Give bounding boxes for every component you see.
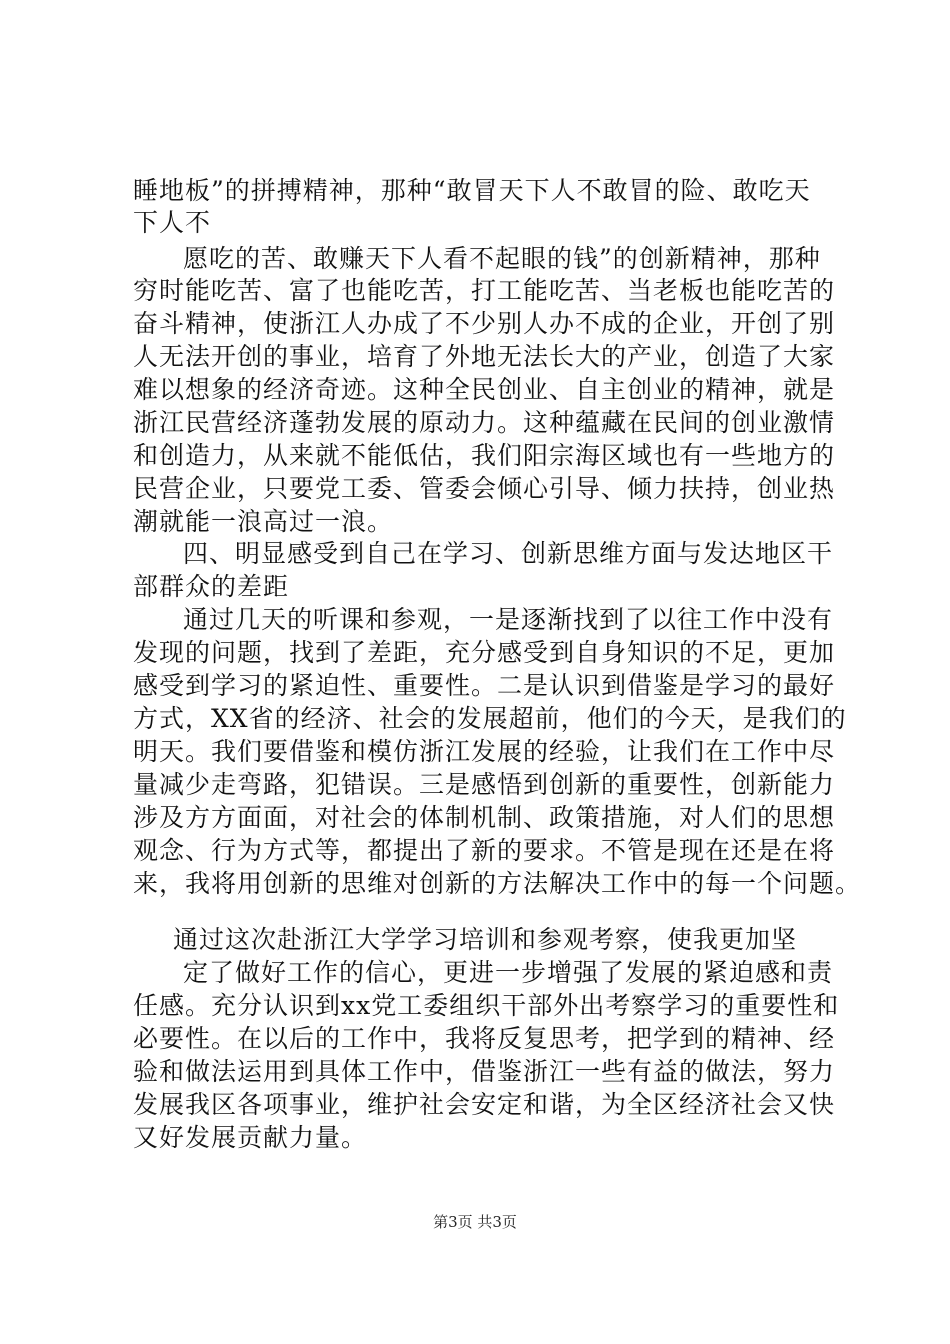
text-line: 发现的问题，找到了差距，充分感受到自身知识的不足，更加 (133, 638, 836, 667)
text-line: 必要性。在以后的工作中，我将反复思考，把学到的精神、经 (133, 1024, 836, 1053)
text-line: 量减少走弯路，犯错误。三是感悟到创新的重要性，创新能力 (133, 770, 836, 799)
text-line: 难以想象的经济奇迹。这种全民创业、自主创业的精神，就是 (133, 375, 836, 404)
section-heading: 四、明显感受到自己在学习、创新思维方面与发达地区干 (183, 539, 834, 568)
page-footer: 第3页 共3页 (433, 1213, 517, 1231)
text-line: 奋斗精神，使浙江人办成了不少别人办不成的企业，开创了别 (133, 309, 836, 338)
section-heading: 部群众的差距 (133, 572, 290, 601)
text-line: 明天。我们要借鉴和模仿浙江发展的经验，让我们在工作中尽 (133, 737, 836, 766)
text-line: 穷时能吃苦、富了也能吃苦，打工能吃苦、当老板也能吃苦的 (133, 276, 836, 305)
text-line: 验和做法运用到具体工作中，借鉴浙江一些有益的做法，努力 (133, 1057, 836, 1086)
text-line: 任感。充分认识到xx党工委组织干部外出考察学习的重要性和 (133, 991, 840, 1020)
text-line: 观念、行为方式等，都提出了新的要求。不管是现在还是在将 (133, 836, 836, 865)
text-line: 下人不 (133, 208, 212, 237)
text-line: 通过几天的听课和参观，一是逐渐找到了以往工作中没有 (183, 605, 834, 634)
text-line: 通过这次赴浙江大学学习培训和参观考察，使我更加坚 (173, 925, 798, 954)
text-line: 涉及方方面面，对社会的体制机制、政策措施，对人们的思想 (133, 803, 836, 832)
text-line: 来，我将用创新的思维对创新的方法解决工作中的每一个问题。 (133, 869, 862, 898)
text-line: 感受到学习的紧迫性、重要性。二是认识到借鉴是学习的最好 (133, 671, 836, 700)
text-line: 和创造力，从来就不能低估，我们阳宗海区域也有一些地方的 (133, 441, 836, 470)
text-line: 方式，XX省的经济、社会的发展超前，他们的今天，是我们的 (133, 704, 847, 733)
text-line: 人无法开创的事业，培育了外地无法长大的产业，创造了大家 (133, 342, 836, 371)
text-line: 定了做好工作的信心，更进一步增强了发展的紧迫感和责 (183, 958, 834, 987)
text-line: 发展我区各项事业，维护社会安定和谐，为全区经济社会又快 (133, 1090, 836, 1119)
text-line: 愿吃的苦、敢赚天下人看不起眼的钱”的创新精神，那种 (183, 244, 821, 273)
text-line: 又好发展贡献力量。 (133, 1123, 368, 1152)
text-line: 潮就能一浪高过一浪。 (133, 507, 394, 536)
text-line: 民营企业，只要党工委、管委会倾心引导、倾力扶持，创业热 (133, 474, 836, 503)
text-line: 睡地板”的拼搏精神，那种“敢冒天下人不敢冒的险、敢吃天 (133, 176, 811, 205)
text-line: 浙江民营经济蓬勃发展的原动力。这种蕴藏在民间的创业激情 (133, 408, 836, 437)
